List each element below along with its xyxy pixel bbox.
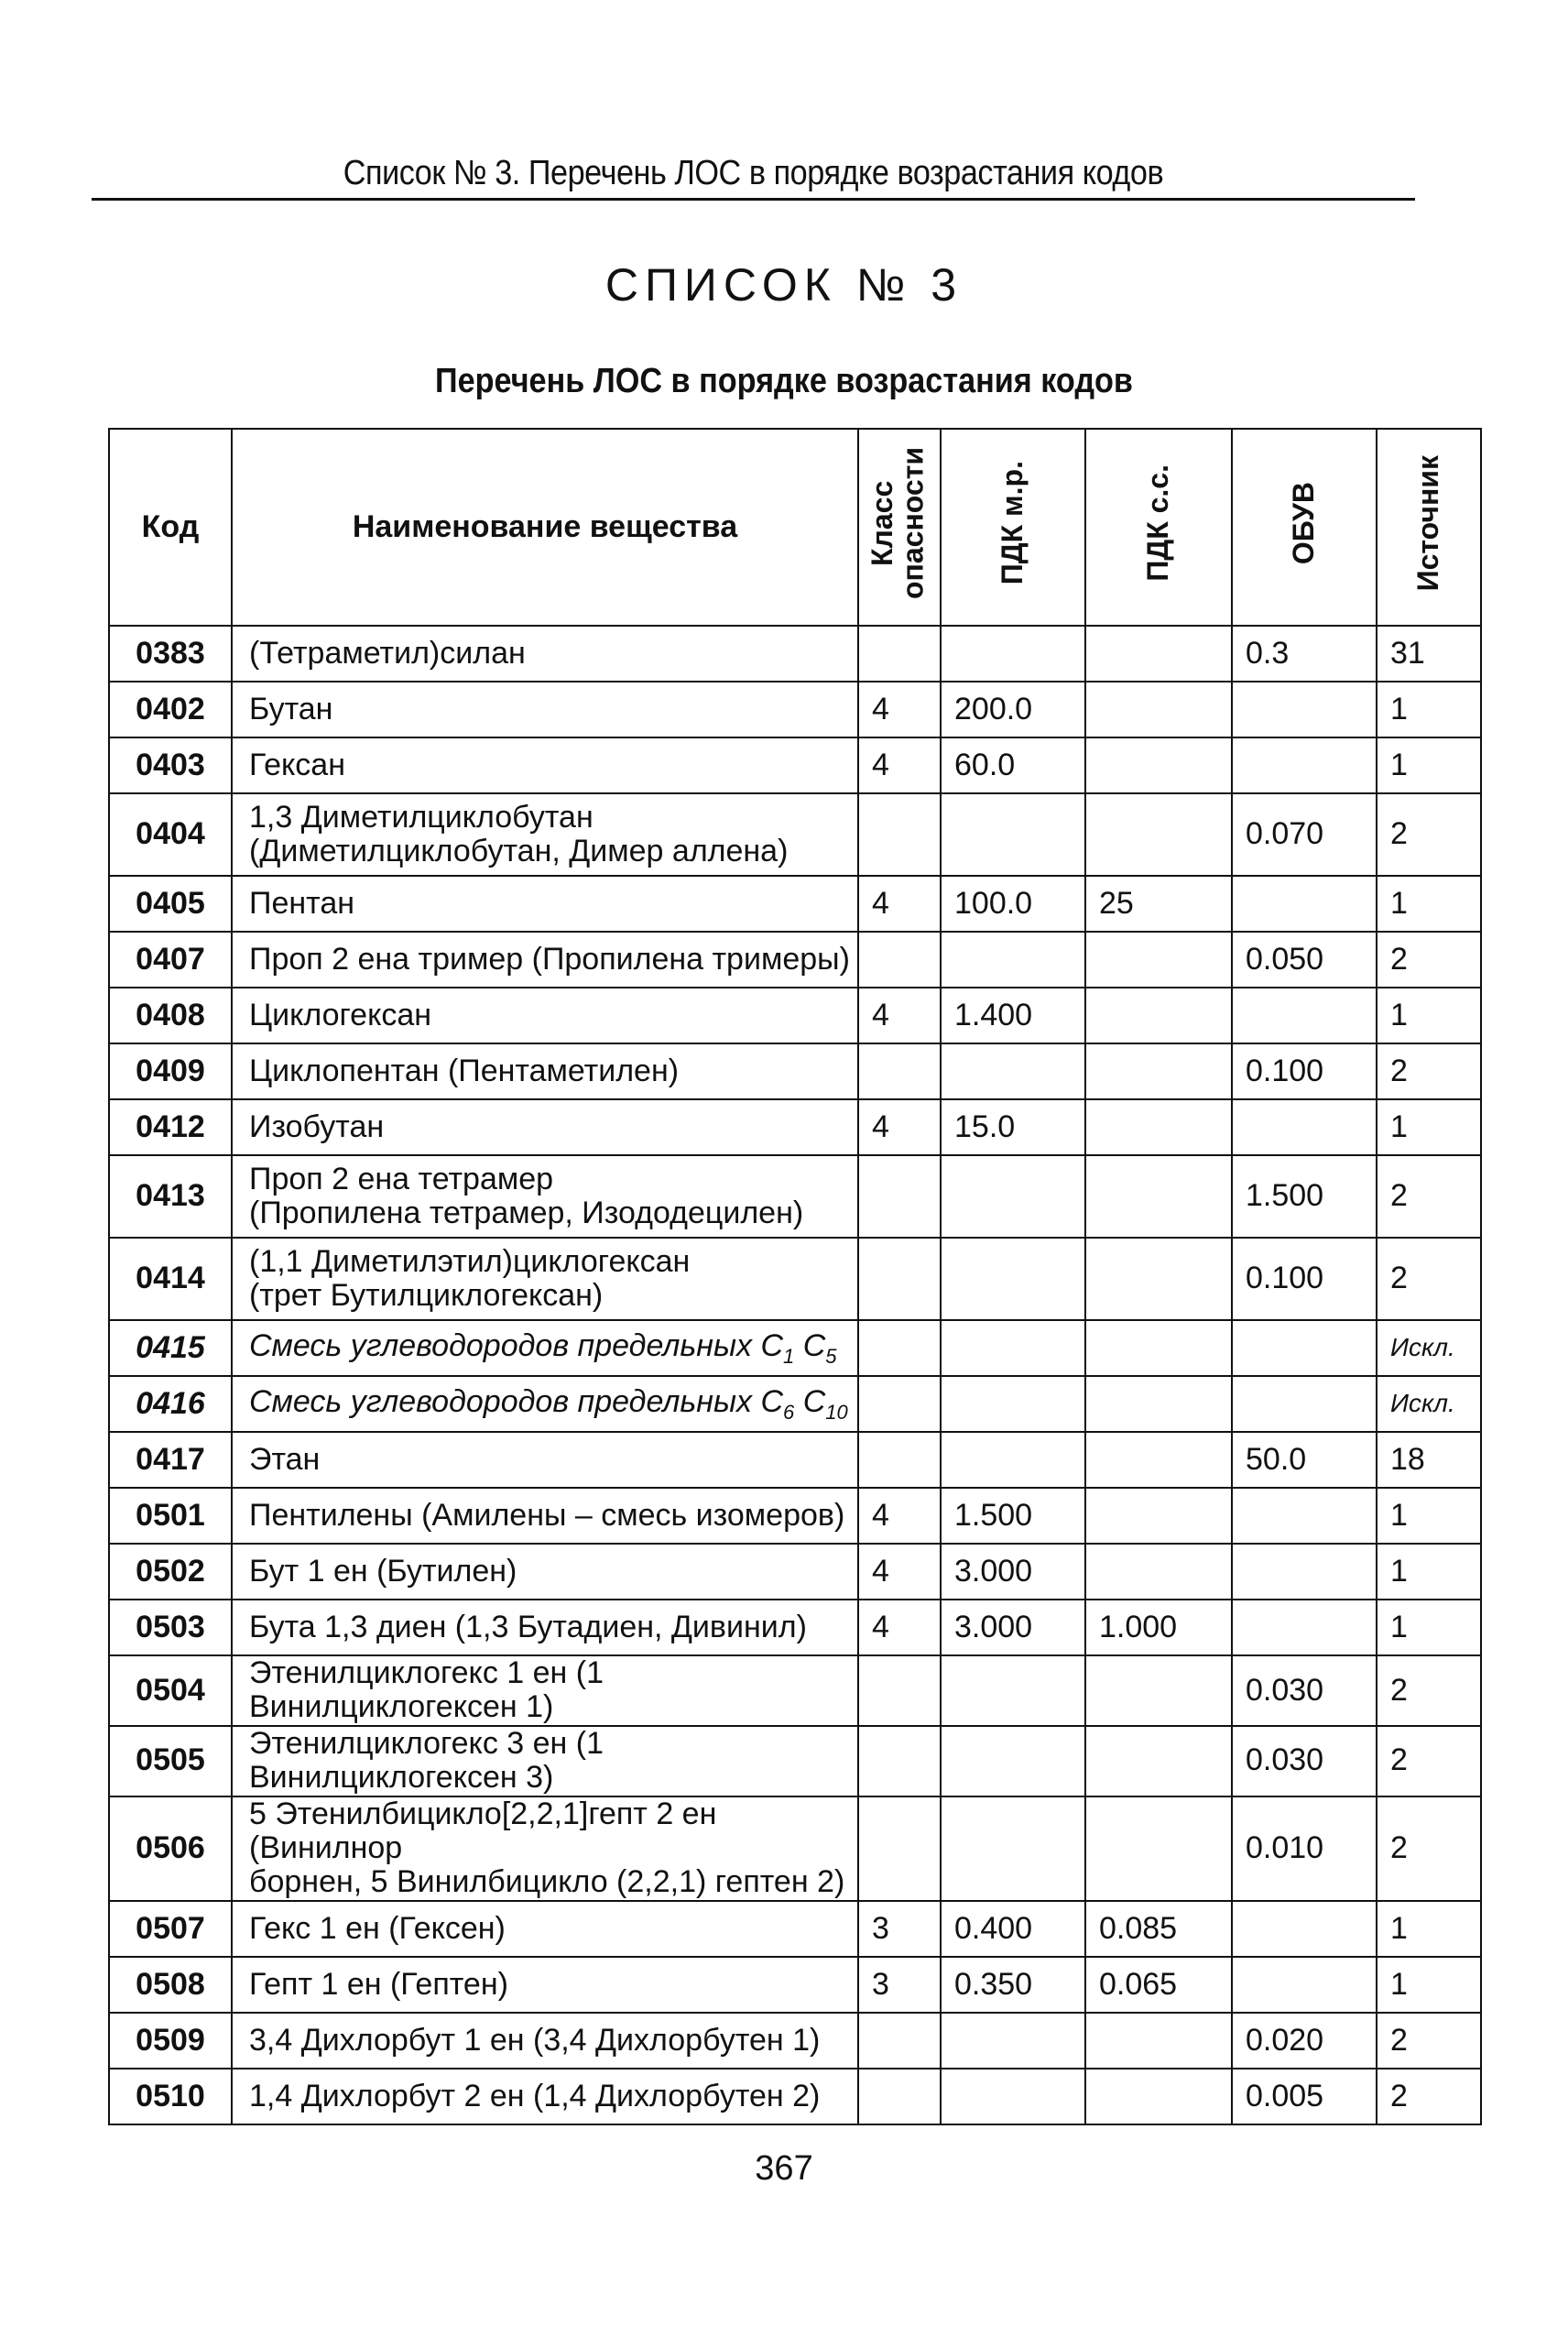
cell-obuv: 0.3 (1232, 626, 1377, 682)
cell-name (232, 1544, 858, 1600)
cell-name-text-line2: борнен, 5 Винилбицикло (2,2,1) гептен 2) (249, 1864, 845, 1900)
cell-name-text: Этенилциклогекс 1 ен (1 Винилциклогексен 1) (249, 1655, 604, 1725)
cell-pdk-mr (941, 1655, 1085, 1726)
cell-name-text: 1,4 Дихлорбут 2 ен (1,4 Дихлорбутен 2) (249, 2078, 821, 2113)
subscript-separator: C (794, 1327, 826, 1363)
cell-code: 0409 (109, 1043, 232, 1099)
cell-pdk-mr (941, 1043, 1085, 1099)
table-row (109, 626, 1481, 682)
cell-name (232, 1238, 858, 1320)
header-source-label: Источник (1411, 454, 1445, 592)
page-subtitle: Перечень ЛОС в порядке возрастания кодов (435, 362, 1133, 400)
table-row (109, 1432, 1481, 1488)
header-hazard-class-label: Класс опасности (866, 446, 930, 600)
table-row (109, 1600, 1481, 1655)
subscript-end: 5 (825, 1344, 837, 1368)
cell-hazard-class (858, 793, 941, 876)
cell-pdk-mr (941, 1796, 1085, 1901)
cell-pdk-mr: 0.400 (941, 1901, 1085, 1957)
cell-pdk-ss (1085, 1043, 1232, 1099)
cell-pdk-mr: 3.000 (941, 1544, 1085, 1600)
cell-pdk-ss (1085, 1376, 1232, 1432)
cell-code: 0508 (109, 1957, 232, 2013)
header-obuv-label: ОБУВ (1287, 481, 1321, 565)
cell-source: 31 (1377, 626, 1481, 682)
cell-pdk-ss (1085, 1655, 1232, 1726)
cell-pdk-mr (941, 626, 1085, 682)
cell-pdk-mr: 60.0 (941, 737, 1085, 793)
cell-pdk-ss (1085, 1796, 1232, 1901)
cell-pdk-ss (1085, 1238, 1232, 1320)
table-row (109, 1099, 1481, 1155)
cell-pdk-ss (1085, 988, 1232, 1043)
cell-name (232, 626, 858, 682)
cell-hazard-class (858, 1043, 941, 1099)
cell-code: 0416 (109, 1376, 232, 1432)
table-row (109, 1320, 1481, 1376)
cell-pdk-ss (1085, 2013, 1232, 2069)
cell-name (232, 1655, 858, 1726)
table-row (109, 932, 1481, 988)
cell-obuv (1232, 1901, 1377, 1957)
cell-code: 0383 (109, 626, 232, 682)
cell-pdk-ss (1085, 932, 1232, 988)
cell-name-text: 5 Этенилбицикло[2,2,1]гепт 2 ен (Винилнор (249, 1796, 717, 1865)
cell-obuv: 0.005 (1232, 2069, 1377, 2124)
cell-pdk-ss: 0.065 (1085, 1957, 1232, 2013)
cell-pdk-ss: 1.000 (1085, 1600, 1232, 1655)
cell-hazard-class: 4 (858, 1488, 941, 1544)
cell-name-text: Пентилены (Амилены – смесь изомеров) (249, 1497, 845, 1533)
cell-code: 0412 (109, 1099, 232, 1155)
cell-code: 0510 (109, 2069, 232, 2124)
cell-pdk-ss (1085, 2069, 1232, 2124)
cell-source: 1 (1377, 1600, 1481, 1655)
table-row (109, 682, 1481, 737)
cell-name (232, 1043, 858, 1099)
cell-name-text: (1,1 Диметилэтил)циклогексан (249, 1243, 691, 1279)
cell-source: 1 (1377, 682, 1481, 737)
running-header: Список № 3. Перечень ЛОС в порядке возрастания кодов (343, 154, 1164, 192)
cell-name-text: Смесь углеводородов предельных C (249, 1327, 784, 1363)
table-row (109, 2013, 1481, 2069)
cell-hazard-class (858, 1796, 941, 1901)
header-pdk-mr (941, 429, 1085, 626)
header-pdk-ss-label: ПДК с.с. (1141, 464, 1175, 582)
cell-hazard-class (858, 1726, 941, 1796)
cell-hazard-class (858, 932, 941, 988)
cell-code: 0506 (109, 1796, 232, 1901)
cell-code: 0408 (109, 988, 232, 1043)
cell-source: 1 (1377, 1957, 1481, 2013)
header-pdk-mr-label: ПДК м.р. (996, 461, 1029, 585)
cell-obuv (1232, 1320, 1377, 1376)
cell-name (232, 2069, 858, 2124)
subscript-separator: C (794, 1383, 826, 1419)
cell-obuv (1232, 1099, 1377, 1155)
table-row (109, 1655, 1481, 1726)
cell-obuv: 1.500 (1232, 1155, 1377, 1238)
cell-name-text: Проп 2 ена тетрамер (249, 1161, 554, 1196)
cell-name-text: Этан (249, 1441, 321, 1477)
cell-pdk-mr (941, 1726, 1085, 1796)
cell-pdk-mr (941, 1432, 1085, 1488)
cell-name-text: Проп 2 ена тример (Пропилена тримеры) (249, 941, 850, 977)
cell-pdk-mr: 200.0 (941, 682, 1085, 737)
cell-name (232, 737, 858, 793)
cell-hazard-class: 3 (858, 1957, 941, 2013)
cell-pdk-ss (1085, 1544, 1232, 1600)
table-row (109, 1488, 1481, 1544)
table-row (109, 876, 1481, 932)
cell-name-text: Этенилциклогекс 3 ен (1 Винилциклогексен 3) (249, 1725, 604, 1796)
cell-code: 0414 (109, 1238, 232, 1320)
cell-source: 1 (1377, 876, 1481, 932)
table-row (109, 1957, 1481, 2013)
cell-obuv (1232, 1544, 1377, 1600)
cell-name (232, 932, 858, 988)
table-body (109, 626, 1481, 2124)
cell-code: 0505 (109, 1726, 232, 1796)
cell-hazard-class (858, 1155, 941, 1238)
cell-code: 0509 (109, 2013, 232, 2069)
cell-obuv (1232, 1488, 1377, 1544)
cell-name-text: Бутан (249, 691, 333, 726)
cell-pdk-mr (941, 2013, 1085, 2069)
cell-obuv: 0.100 (1232, 1238, 1377, 1320)
cell-code: 0403 (109, 737, 232, 793)
cell-pdk-mr (941, 932, 1085, 988)
cell-name-text: 3,4 Дихлорбут 1 ен (3,4 Дихлорбутен 1) (249, 2022, 821, 2058)
cell-code: 0417 (109, 1432, 232, 1488)
cell-hazard-class: 4 (858, 1099, 941, 1155)
cell-source: 2 (1377, 793, 1481, 876)
cell-obuv: 0.020 (1232, 2013, 1377, 2069)
cell-name-text-line2: (трет Бутилциклогексан) (249, 1278, 604, 1313)
cell-source: 1 (1377, 988, 1481, 1043)
cell-hazard-class (858, 626, 941, 682)
cell-pdk-ss (1085, 1726, 1232, 1796)
cell-obuv (1232, 876, 1377, 932)
cell-name-text: Бут 1 ен (Бутилен) (249, 1553, 517, 1589)
cell-name-text: Смесь углеводородов предельных C (249, 1383, 784, 1419)
cell-hazard-class: 4 (858, 1544, 941, 1600)
header-pdk-ss (1085, 429, 1232, 626)
cell-code: 0413 (109, 1155, 232, 1238)
header-name: Наименование вещества (232, 429, 858, 626)
cell-source: 2 (1377, 1796, 1481, 1901)
cell-name (232, 1155, 858, 1238)
cell-source: 1 (1377, 737, 1481, 793)
cell-hazard-class: 3 (858, 1901, 941, 1957)
cell-pdk-mr (941, 1376, 1085, 1432)
voc-table (108, 428, 1482, 2125)
cell-name (232, 1432, 858, 1488)
table-row (109, 1901, 1481, 1957)
cell-code: 0405 (109, 876, 232, 932)
cell-name-text: Гепт 1 ен (Гептен) (249, 1966, 508, 2002)
cell-name-text: Пентан (249, 885, 354, 921)
cell-hazard-class (858, 1432, 941, 1488)
cell-pdk-ss (1085, 1488, 1232, 1544)
cell-source: 2 (1377, 1238, 1481, 1320)
cell-pdk-ss (1085, 626, 1232, 682)
cell-pdk-mr (941, 793, 1085, 876)
cell-pdk-mr: 0.350 (941, 1957, 1085, 2013)
cell-obuv (1232, 682, 1377, 737)
table-row (109, 793, 1481, 876)
cell-name-text: Гексан (249, 747, 345, 782)
cell-pdk-mr (941, 1155, 1085, 1238)
cell-name-text-line2: (Пропилена тетрамер, Изододецилен) (249, 1196, 804, 1230)
cell-source: 2 (1377, 932, 1481, 988)
cell-obuv: 0.030 (1232, 1726, 1377, 1796)
cell-name (232, 1600, 858, 1655)
cell-hazard-class: 4 (858, 737, 941, 793)
cell-name-text: 1,3 Диметилциклобутан (249, 799, 593, 835)
cell-source: 18 (1377, 1432, 1481, 1488)
page-number: 367 (755, 2149, 813, 2188)
cell-name (232, 1320, 858, 1376)
cell-name-text: Циклопентан (Пентаметилен) (249, 1053, 680, 1088)
cell-pdk-ss (1085, 793, 1232, 876)
cell-pdk-ss (1085, 1432, 1232, 1488)
cell-pdk-mr (941, 2069, 1085, 2124)
cell-obuv: 0.050 (1232, 932, 1377, 988)
cell-name (232, 793, 858, 876)
cell-obuv: 0.010 (1232, 1796, 1377, 1901)
cell-name-text-line2: (Диметилциклобутан, Димер аллена) (249, 834, 789, 868)
cell-name (232, 1376, 858, 1432)
cell-source: 2 (1377, 1043, 1481, 1099)
cell-pdk-ss (1085, 1320, 1232, 1376)
subscript-start: 1 (783, 1344, 795, 1368)
subscript-start: 6 (783, 1400, 795, 1424)
cell-pdk-ss (1085, 682, 1232, 737)
table-row (109, 1376, 1481, 1432)
cell-obuv (1232, 1600, 1377, 1655)
cell-source: 2 (1377, 2013, 1481, 2069)
cell-source: 1 (1377, 1099, 1481, 1155)
header-code: Код (109, 429, 232, 626)
cell-hazard-class (858, 2069, 941, 2124)
cell-name (232, 1796, 858, 1901)
cell-obuv: 0.070 (1232, 793, 1377, 876)
cell-obuv: 0.100 (1232, 1043, 1377, 1099)
cell-hazard-class: 4 (858, 988, 941, 1043)
cell-obuv: 50.0 (1232, 1432, 1377, 1488)
cell-name (232, 876, 858, 932)
cell-name-text: Изобутан (249, 1108, 385, 1144)
cell-hazard-class (858, 1655, 941, 1726)
cell-source: 1 (1377, 1544, 1481, 1600)
cell-pdk-ss: 0.085 (1085, 1901, 1232, 1957)
cell-pdk-ss (1085, 1155, 1232, 1238)
cell-hazard-class (858, 1320, 941, 1376)
cell-pdk-mr: 15.0 (941, 1099, 1085, 1155)
cell-obuv (1232, 737, 1377, 793)
cell-source: 1 (1377, 1901, 1481, 1957)
cell-pdk-mr (941, 1238, 1085, 1320)
header-obuv (1232, 429, 1377, 626)
cell-name-text: Бута 1,3 диен (1,3 Бутадиен, Дивинил) (249, 1609, 807, 1644)
cell-source: 2 (1377, 1726, 1481, 1796)
cell-code: 0503 (109, 1600, 232, 1655)
cell-name-text: Циклогексан (249, 997, 432, 1032)
cell-hazard-class: 4 (858, 682, 941, 737)
cell-pdk-mr: 3.000 (941, 1600, 1085, 1655)
cell-hazard-class (858, 1238, 941, 1320)
table-row (109, 1726, 1481, 1796)
cell-name (232, 1901, 858, 1957)
cell-pdk-mr (941, 1320, 1085, 1376)
cell-source: Искл. (1377, 1320, 1481, 1376)
cell-name (232, 682, 858, 737)
cell-name (232, 1957, 858, 2013)
cell-name (232, 988, 858, 1043)
header-source (1377, 429, 1481, 626)
cell-source: 2 (1377, 1655, 1481, 1726)
cell-pdk-ss: 25 (1085, 876, 1232, 932)
cell-code: 0504 (109, 1655, 232, 1726)
cell-code: 0404 (109, 793, 232, 876)
cell-hazard-class: 4 (858, 1600, 941, 1655)
cell-pdk-mr: 100.0 (941, 876, 1085, 932)
header-hazard-class (858, 429, 941, 626)
cell-code: 0415 (109, 1320, 232, 1376)
table-header-row (109, 429, 1481, 626)
cell-code: 0501 (109, 1488, 232, 1544)
table-row (109, 988, 1481, 1043)
cell-name-text: Гекс 1 ен (Гексен) (249, 1910, 506, 1946)
cell-source: Искл. (1377, 1376, 1481, 1432)
table-row (109, 1544, 1481, 1600)
cell-obuv (1232, 1376, 1377, 1432)
cell-name (232, 1488, 858, 1544)
cell-pdk-ss (1085, 1099, 1232, 1155)
cell-code: 0402 (109, 682, 232, 737)
cell-hazard-class (858, 1376, 941, 1432)
cell-pdk-mr: 1.400 (941, 988, 1085, 1043)
subscript-end: 10 (825, 1400, 848, 1424)
cell-code: 0407 (109, 932, 232, 988)
table-row (109, 1796, 1481, 1901)
cell-obuv: 0.030 (1232, 1655, 1377, 1726)
cell-source: 2 (1377, 2069, 1481, 2124)
cell-pdk-ss (1085, 737, 1232, 793)
cell-obuv (1232, 988, 1377, 1043)
cell-code: 0502 (109, 1544, 232, 1600)
cell-hazard-class (858, 2013, 941, 2069)
cell-name (232, 1099, 858, 1155)
cell-obuv (1232, 1957, 1377, 2013)
cell-name-text: (Тетраметил)силан (249, 635, 526, 671)
table-row (109, 2069, 1481, 2124)
cell-source: 2 (1377, 1155, 1481, 1238)
table-row (109, 1043, 1481, 1099)
cell-name (232, 1726, 858, 1796)
cell-code: 0507 (109, 1901, 232, 1957)
cell-source: 1 (1377, 1488, 1481, 1544)
cell-hazard-class: 4 (858, 876, 941, 932)
table-row (109, 1155, 1481, 1238)
cell-name (232, 2013, 858, 2069)
table-row (109, 737, 1481, 793)
header-rule (92, 198, 1415, 201)
page-title: СПИСОК № 3 (604, 259, 964, 311)
cell-pdk-mr: 1.500 (941, 1488, 1085, 1544)
table-row (109, 1238, 1481, 1320)
